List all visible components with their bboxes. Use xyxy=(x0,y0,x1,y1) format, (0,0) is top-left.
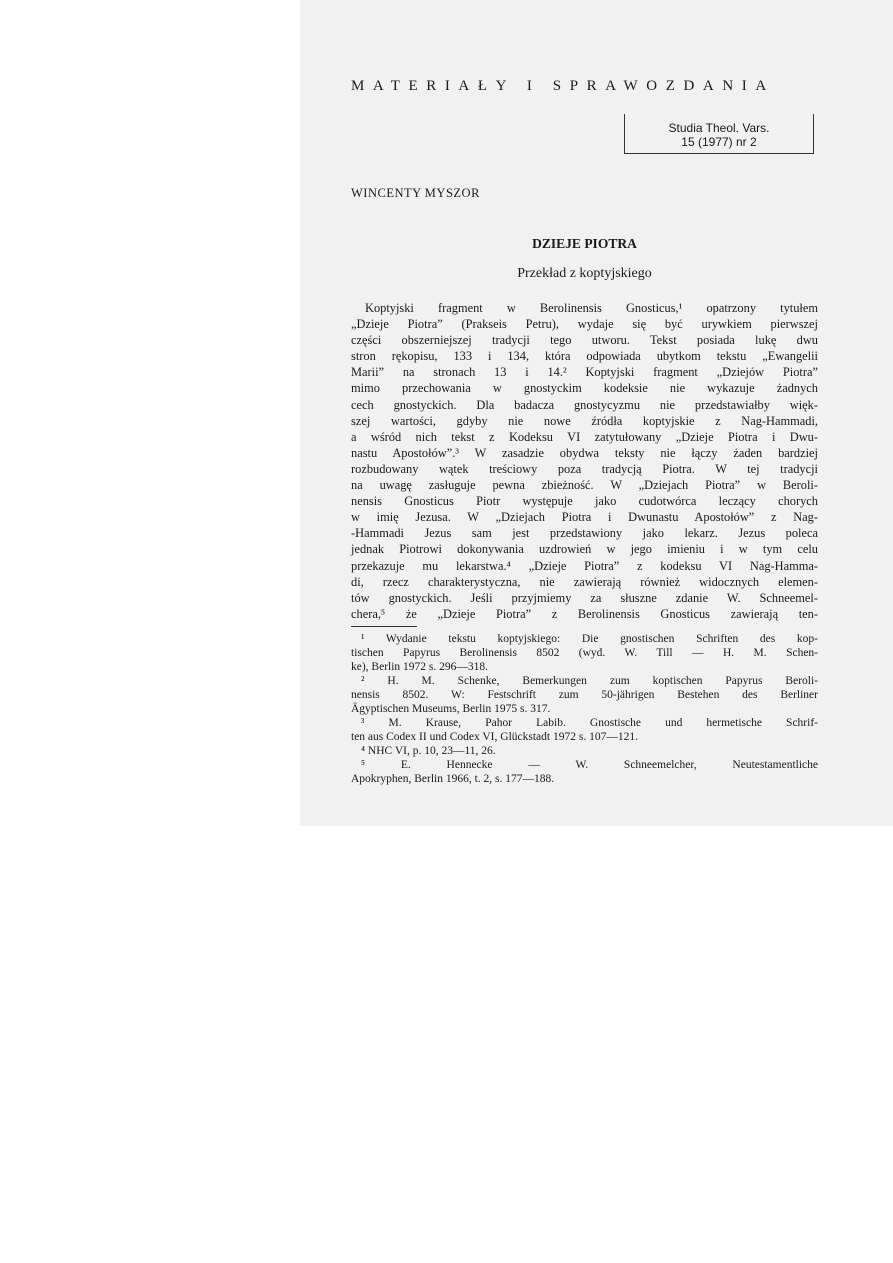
body-line: na uwagę zasługuje pewna zbieżność. W „Dziejach Piotra” w Beroli- xyxy=(351,478,818,493)
footnote-line: ³ M. Krause, Pahor Labib. Gnostische und hermetische Schrif- xyxy=(361,717,818,729)
body-line: cech gnostyckich. Dla badacza gnostycyzmu nie przedstawiałby więk- xyxy=(351,397,818,412)
footnote-line: nensis 8502. W: Festschrift zum 50-jährigen Bestehen des Berliner xyxy=(351,689,818,701)
footnote-line: ten aus Codex II und Codex VI, Glückstadt 1972 s. 107—121. xyxy=(351,731,638,743)
footnote-line: ⁴ NHC VI, p. 10, 23—11, 26. xyxy=(361,745,496,757)
footnote-line: ⁵ E. Hennecke — W. Schneemelcher, Neutestamentliche xyxy=(361,759,818,771)
body-line: części obszerniejszej tradycji tego utworu. Tekst posiada lukę dwu xyxy=(351,333,818,348)
footnote-separator xyxy=(351,626,417,627)
body-line: chera,⁵ że „Dzieje Piotra” z Berolinensis Gnosticus zawierają ten- xyxy=(351,606,818,621)
body-line: Koptyjski fragment w Berolinensis Gnosticus,¹ opatrzony tytułem xyxy=(365,301,818,315)
body-line: -Hammadi Jezus sam jest przedstawiony jako lekarz. Jezus poleca xyxy=(351,526,818,541)
footnote-line: tischen Papyrus Berolinensis 8502 (wyd. W. Till — H. M. Schen- xyxy=(351,647,818,659)
body-line: „Dzieje Piotra” (Prakseis Petru), wydaje się być urywkiem pierwszej xyxy=(351,317,818,332)
body-line: tów gnostyckich. Jeśli przyjmiemy za słuszne zdanie W. Schneemel- xyxy=(351,590,818,605)
journal-volume: 15 (1977) nr 2 xyxy=(681,135,757,149)
footnote-line: Apokryphen, Berlin 1966, t. 2, s. 177—188. xyxy=(351,773,555,785)
section-heading: MATERIAŁY I SPRAWOZDANIA xyxy=(351,78,775,94)
article-title: DZIEJE PIOTRA xyxy=(532,236,637,251)
body-line: przekazuje mu lekarstwa.⁴ „Dzieje Piotra” z kodeksu VI Nag-Hamma- xyxy=(351,558,818,573)
body-line: a wśród nich tekst z Kodeksu VI zatytułowany „Dzieje Piotra i Dwu- xyxy=(351,429,818,444)
article-body xyxy=(351,300,818,622)
footnote-line: ke), Berlin 1972 s. 296—318. xyxy=(351,661,489,673)
body-line: w imię Jezusa. W „Dziejach Piotra i Dwunastu Apostołów” z Nag- xyxy=(351,510,818,525)
footnote-line: ¹ Wydanie tekstu koptyjskiego: Die gnostischen Schriften des kop- xyxy=(361,633,818,645)
body-line: rozbudowany wątek treściowy poza tradycją Piotra. W tej tradycji xyxy=(351,461,818,476)
journal-name: Studia Theol. Vars. xyxy=(668,121,770,135)
body-line: stron rękopisu, 133 i 134, która odpowiada ubytkom tekstu „Ewangelii xyxy=(351,349,818,364)
footnotes xyxy=(351,632,818,786)
body-line: nensis Gnosticus Piotr występuje jako cudotwórca leczący chorych xyxy=(351,494,818,509)
body-line: szej wartości, gdyby nie nowe źródła koptyjskie z Nag-Hammadi, xyxy=(351,413,818,428)
body-line: mimo przechowania w gnostyckim kodeksie nie wykazuje żadnych xyxy=(351,381,818,396)
body-line: nastu Apostołów”.³ W zasadzie obydwa teksty nie łączy żaden bardziej xyxy=(351,445,818,460)
journal-reference-box xyxy=(624,114,814,154)
article-subtitle: Przekład z koptyjskiego xyxy=(517,266,652,281)
footnote-line: Ägyptischen Museums, Berlin 1975 s. 317. xyxy=(351,703,551,715)
footnote-line: ² H. M. Schenke, Bemerkungen zum koptischen Papyrus Beroli- xyxy=(361,675,818,687)
body-line: di, rzecz charakterystyczna, nie zawierają również widocznych elemen- xyxy=(351,574,818,589)
body-line: Marii” na stronach 13 i 14.² Koptyjski fragment „Dziejów Piotra” xyxy=(351,365,818,380)
body-line: jednak Piotrowi dokonywania uzdrowień w jego imieniu i w tym celu xyxy=(351,542,818,557)
author-name: WINCENTY MYSZOR xyxy=(351,186,480,200)
